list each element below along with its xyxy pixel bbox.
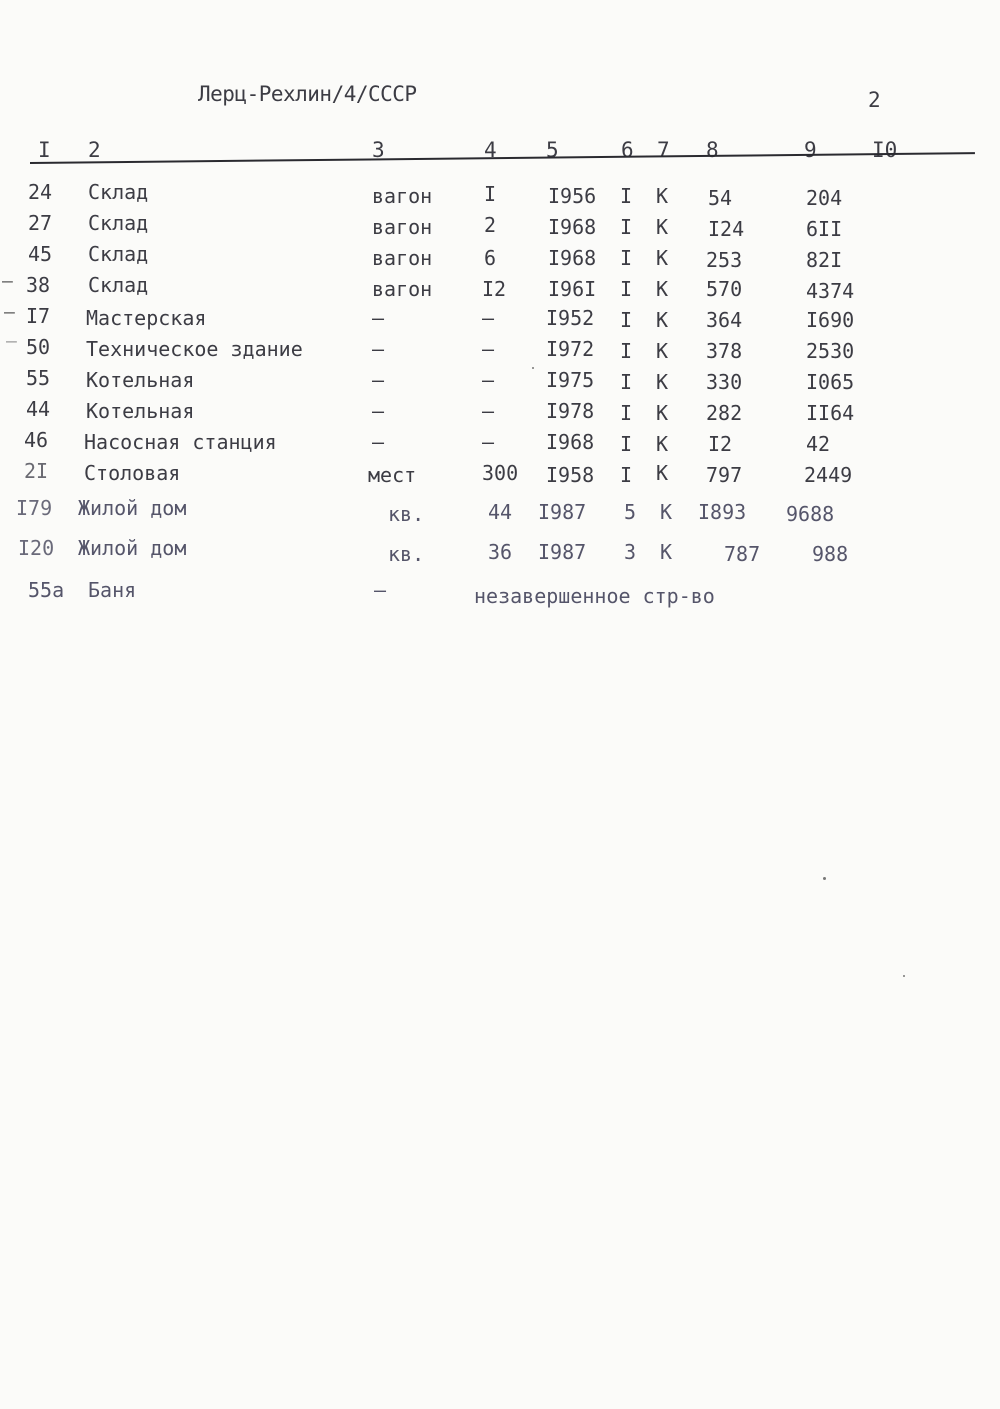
cell-qty: 2	[484, 213, 497, 237]
cell-col7: К	[656, 246, 669, 270]
cell-col7: К	[660, 500, 673, 524]
table-row	[0, 496, 1000, 526]
cell-unit: мест	[368, 463, 417, 487]
cell-col6: I	[620, 277, 633, 301]
cell-unit: вагон	[372, 215, 433, 239]
cell-col6: I	[620, 401, 633, 425]
cell-col6: I	[620, 339, 633, 363]
cell-name: Жилой дом	[78, 536, 187, 560]
cell-year: I958	[546, 463, 595, 487]
cell-col8: 330	[706, 370, 743, 394]
col-header-10: I0	[872, 138, 898, 162]
table-row	[0, 397, 1000, 427]
cell-number: I79	[16, 496, 53, 520]
cell-unit: вагон	[372, 277, 433, 301]
cell-year: I978	[546, 399, 595, 423]
cell-unit: –	[372, 368, 385, 392]
cell-note: незавершенное стр-во	[474, 584, 715, 608]
cell-col7: К	[656, 339, 669, 363]
col-header-3: 3	[372, 138, 385, 162]
margin-dash-mark: –	[4, 302, 15, 323]
cell-col8: 787	[724, 542, 761, 566]
scan-speck	[823, 877, 826, 880]
cell-col9: I690	[806, 308, 855, 332]
cell-year: I987	[538, 540, 587, 564]
cell-col8: 797	[706, 463, 743, 487]
cell-col9: 4374	[806, 279, 855, 303]
cell-name: Мастерская	[86, 306, 207, 330]
cell-col8: I2	[708, 432, 733, 456]
col-header-8: 8	[706, 138, 719, 162]
table-row	[0, 578, 1000, 608]
cell-col6: I	[620, 184, 633, 208]
cell-year: I975	[546, 368, 595, 392]
cell-col8: 282	[706, 401, 743, 425]
cell-col6: I	[620, 215, 633, 239]
table-row	[0, 428, 1000, 458]
cell-col8: I893	[698, 500, 747, 524]
col-header-9: 9	[804, 138, 817, 162]
cell-qty: –	[482, 337, 495, 361]
cell-name: Столовая	[84, 461, 181, 485]
cell-name: Жилой дом	[78, 496, 187, 520]
cell-name: Котельная	[86, 399, 195, 423]
header-rule	[30, 152, 975, 164]
cell-number: 46	[24, 428, 49, 452]
cell-unit: вагон	[372, 184, 433, 208]
cell-qty: –	[482, 306, 495, 330]
cell-year: I968	[546, 430, 595, 454]
cell-col8: 253	[706, 248, 743, 272]
cell-col6: 3	[624, 540, 637, 564]
cell-col6: I	[620, 308, 633, 332]
col-header-4: 4	[484, 138, 497, 162]
col-header-5: 5	[546, 138, 559, 162]
table-row	[0, 366, 1000, 396]
cell-name: Склад	[88, 242, 149, 266]
cell-col9: 204	[806, 186, 843, 210]
table-row	[0, 273, 1000, 303]
cell-col7: К	[656, 308, 669, 332]
cell-number: 55	[26, 366, 51, 390]
cell-name: Склад	[88, 273, 149, 297]
col-header-7: 7	[657, 138, 670, 162]
cell-col7: К	[656, 215, 669, 239]
cell-qty: –	[482, 399, 495, 423]
cell-unit: кв.	[388, 542, 425, 566]
cell-col6: I	[620, 432, 633, 456]
cell-col6: 5	[624, 500, 637, 524]
cell-col7: К	[656, 461, 669, 485]
scan-speck	[903, 975, 905, 977]
cell-col7: К	[656, 370, 669, 394]
table-row	[0, 536, 1000, 566]
cell-qty: I	[484, 182, 497, 206]
cell-number: 45	[28, 242, 53, 266]
table-row	[0, 304, 1000, 334]
cell-col8: 570	[706, 277, 743, 301]
margin-dash-mark: –	[6, 331, 17, 352]
cell-col8: 364	[706, 308, 743, 332]
cell-col8: 378	[706, 339, 743, 363]
col-header-6: 6	[621, 138, 634, 162]
page-number: 2	[868, 88, 881, 112]
cell-unit: –	[372, 337, 385, 361]
cell-qty: –	[482, 368, 495, 392]
cell-unit: –	[372, 430, 385, 454]
cell-qty: 6	[484, 246, 497, 270]
cell-number: I7	[26, 304, 51, 328]
cell-year: I972	[546, 337, 595, 361]
cell-col6: I	[620, 370, 633, 394]
cell-col7: К	[656, 401, 669, 425]
cell-number: 2I	[24, 459, 49, 483]
table-row	[0, 211, 1000, 241]
cell-unit: –	[374, 578, 387, 602]
cell-col9: 6II	[806, 217, 843, 241]
cell-col9: 9688	[786, 502, 835, 526]
cell-number: 27	[28, 211, 53, 235]
cell-col7: К	[656, 184, 669, 208]
cell-number: I20	[18, 536, 55, 560]
cell-col7: К	[656, 277, 669, 301]
cell-name: Котельная	[86, 368, 195, 392]
cell-col9: 82I	[806, 248, 843, 272]
cell-qty: 300	[482, 461, 519, 485]
cell-year: I987	[538, 500, 587, 524]
margin-dash-mark: –	[2, 271, 13, 292]
cell-year: I952	[546, 306, 595, 330]
cell-qty: –	[482, 430, 495, 454]
cell-year: I968	[548, 246, 597, 270]
cell-year: I968	[548, 215, 597, 239]
cell-name: Баня	[88, 578, 137, 602]
cell-col9: 2530	[806, 339, 855, 363]
cell-col8: 54	[708, 186, 733, 210]
cell-number: 24	[28, 180, 53, 204]
table-row	[0, 331, 1000, 365]
cell-col7: К	[656, 432, 669, 456]
cell-col6: I	[620, 463, 633, 487]
col-header-2: 2	[88, 138, 101, 162]
cell-col6: I	[620, 246, 633, 270]
cell-number: 44	[26, 397, 51, 421]
cell-unit: –	[372, 399, 385, 423]
cell-name: Склад	[88, 180, 149, 204]
table-row	[0, 242, 1000, 272]
cell-col9: I065	[806, 370, 855, 394]
cell-number: 50	[26, 335, 51, 359]
cell-unit: –	[372, 306, 385, 330]
table-row	[0, 459, 1000, 489]
cell-qty: 36	[488, 540, 513, 564]
cell-number: 38	[26, 273, 51, 297]
cell-unit: вагон	[372, 246, 433, 270]
cell-name: Техническое здание	[86, 337, 303, 361]
scan-speck	[532, 367, 534, 369]
cell-col9: 2449	[804, 463, 853, 487]
cell-unit: кв.	[388, 502, 425, 526]
cell-col8: I24	[708, 217, 745, 241]
cell-number: 55а	[28, 578, 65, 602]
cell-col9: 988	[812, 542, 849, 566]
col-header-1: I	[38, 138, 51, 162]
cell-year: I956	[548, 184, 597, 208]
cell-year: I96I	[548, 277, 597, 301]
cell-col9: II64	[806, 401, 855, 425]
cell-qty: I2	[482, 277, 507, 301]
cell-name: Склад	[88, 211, 149, 235]
cell-col7: К	[660, 540, 673, 564]
cell-qty: 44	[488, 500, 513, 524]
cell-name: Насосная станция	[84, 430, 277, 454]
cell-col9: 42	[806, 432, 831, 456]
document-title: Лерц-Рехлин/4/СССР	[198, 82, 417, 106]
table-row	[0, 180, 1000, 210]
